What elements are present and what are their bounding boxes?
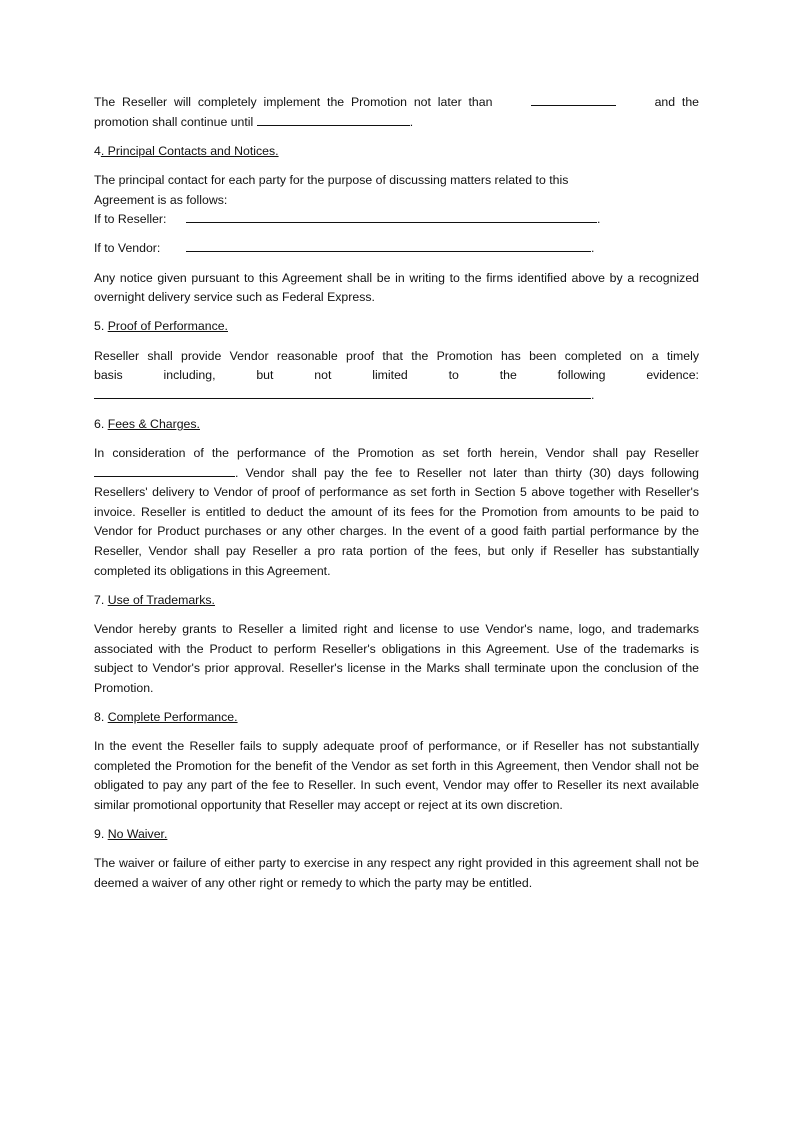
- section-heading: Proof of Performance.: [107, 319, 228, 334]
- section3-tail-line2: [94, 113, 699, 133]
- reseller-contact-blank[interactable]: [186, 210, 597, 223]
- section7-heading: [94, 591, 699, 611]
- section6-body: [94, 464, 699, 582]
- word: but: [256, 368, 274, 383]
- document-page: [94, 93, 699, 894]
- section-number: 6.: [94, 416, 105, 431]
- reseller-contact-row: [94, 210, 699, 230]
- section-heading: Fees & Charges.: [107, 416, 200, 431]
- section-heading: No Waiver.: [107, 827, 168, 842]
- section-number: 4: [94, 143, 101, 158]
- continue-until-blank[interactable]: [257, 113, 410, 126]
- section4-intro: [94, 171, 699, 210]
- section6-line1: In consideration of the performance of the Promotion as set forth herein, Vendor shall pay Reseller: [94, 446, 699, 461]
- word: limited: [372, 368, 408, 383]
- section6-text: . Vendor shall pay the fee to Reseller not later than thirty (30) days following Resellers' delivery to Vendor of proof of performance as set forth in Section 5 above together with Reseller's invoice. Reseller is entitled to deduct the amount of its fees for the Promotion from amounts to be paid to Vendor for Product purchases or any other charges. In the event of a good faith partial performance by the Reseller, Vendor shall pay Reseller a pro rata portion of the fees, but only if Reseller has substantially completed its obligations in this Agreement.: [94, 465, 699, 578]
- section3-text: The Reseller will completely implement the Promotion not later than: [94, 95, 493, 109]
- intro-line: The principal contact for each party for the purpose of discussing matters related to this: [94, 172, 569, 187]
- vendor-contact-blank[interactable]: [186, 239, 591, 252]
- section-heading: Complete Performance.: [107, 709, 238, 724]
- period: .: [597, 212, 601, 227]
- section5-heading: [94, 317, 699, 337]
- word: evidence:: [646, 368, 699, 383]
- fee-amount-blank[interactable]: [94, 464, 235, 477]
- section-heading: . Principal Contacts and Notices.: [100, 143, 279, 158]
- section5-line2: [94, 366, 699, 386]
- period: .: [591, 387, 595, 402]
- section-number: 5.: [94, 319, 105, 334]
- section8-body: In the event the Reseller fails to supply adequate proof of performance, or if Reseller has not substantially completed the Promotion for the benefit of the Vendor as set forth in this Agreement, then Vendor shall not be obligated to pay any part of the fee to Reseller. In such event, Vendor may offer to Reseller its next available similar promotional opportunity that Reseller may accept or reject at its own discretion.: [94, 739, 699, 812]
- section5-line1: Reseller shall provide Vendor reasonable proof that the Promotion has been completed on a timely: [94, 348, 699, 363]
- intro-line: Agreement is as follows:: [94, 192, 228, 207]
- vendor-contact-label: If to Vendor:: [94, 241, 161, 256]
- word: the: [499, 368, 517, 383]
- word: following: [557, 368, 606, 383]
- word: to: [448, 368, 459, 383]
- evidence-blank[interactable]: [94, 386, 591, 399]
- word: basis: [94, 368, 123, 383]
- implement-date-blank[interactable]: [531, 93, 616, 106]
- reseller-contact-label: If to Reseller:: [94, 212, 167, 227]
- section-number: 7.: [94, 592, 105, 607]
- section9-heading: [94, 825, 699, 845]
- section-heading: Use of Trademarks.: [107, 592, 215, 607]
- word: not: [314, 368, 332, 383]
- section8-heading: [94, 708, 699, 728]
- word: including,: [163, 368, 216, 383]
- section-number: 9.: [94, 827, 105, 842]
- section3-text-continue: promotion shall continue until: [94, 114, 254, 129]
- section5-line3: [94, 386, 699, 406]
- period: .: [591, 241, 595, 256]
- section-number: 8.: [94, 709, 105, 724]
- section6-heading: [94, 415, 699, 435]
- section4-heading: [94, 142, 699, 162]
- section3-text-and: and the: [654, 95, 700, 109]
- section7-body: Vendor hereby grants to Reseller a limited right and license to use Vendor's name, logo, and trademarks associated with the Product to perform Reseller's obligations in this Agreement. Use of the trademarks is subject to Vendor's prior approval. Reseller's license in the Marks shall terminate upon the conclusion of the Promotion.: [94, 622, 699, 695]
- vendor-contact-row: [94, 239, 699, 259]
- section4-notice: Any notice given pursuant to this Agreement shall be in writing to the firms identified above by a recognized overnight delivery service such as Federal Express.: [94, 270, 699, 305]
- section9-body: The waiver or failure of either party to exercise in any respect any right provided in this agreement shall not be deemed a waiver of any other right or remedy to which the party may be entitled.: [94, 856, 699, 890]
- period: .: [409, 114, 414, 129]
- section3-tail-line1: [94, 93, 699, 113]
